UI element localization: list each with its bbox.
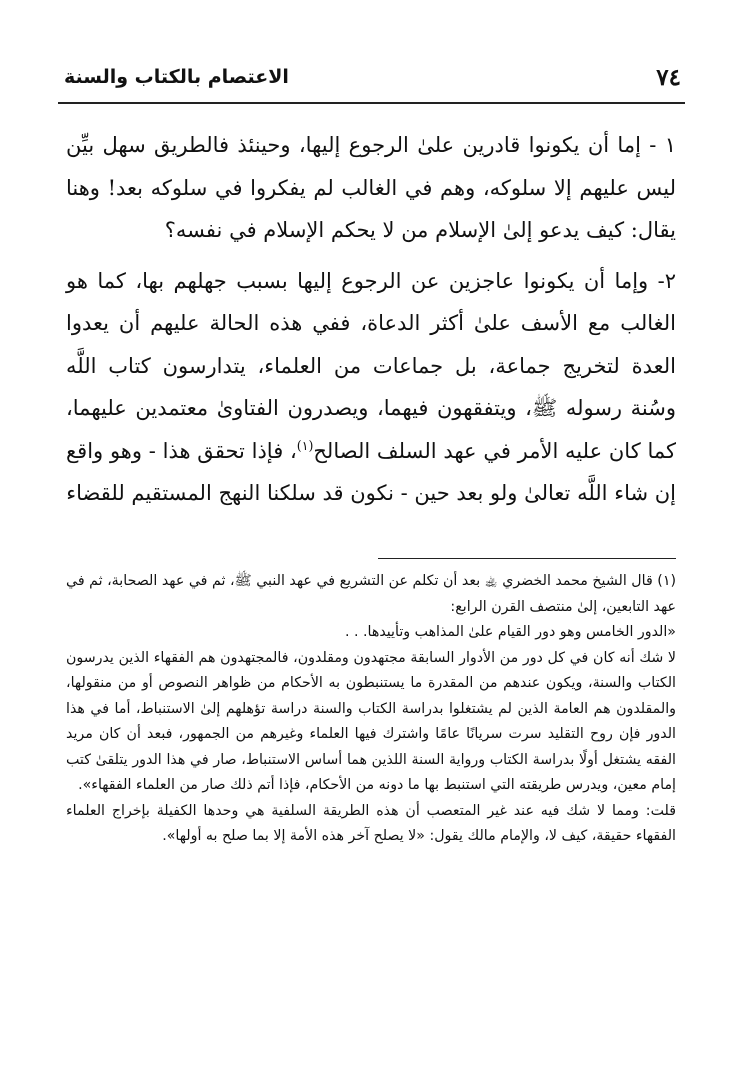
- paragraph-2-text: ٢- وإما أن يكونوا عاجزين عن الرجوع إليها بسبب جهلهم بها، كما هو الغالب مع الأسف علىٰ أكثر الدعاة، ففي هذه الحالة عليهم أن يعدوا العدة لتخريج جماعة، بل جماعات من العلماء، يتدارسون كتاب اللَّه وسُنة رسوله ﷺ، ويتفقهون فيهما، ويصدرون الفتاوىٰ معتمدين عليهما، كما كان عليه الأمر في عهد السلف الصالح: [66, 268, 676, 463]
- header-divider: [58, 102, 685, 104]
- paragraph-1: ١ - إما أن يكونوا قادرين علىٰ الرجوع إليها، وحينئذ فالطريق سهل بيِّن ليس عليهم إلا سلوكه، وهم في الغالب لم يفكروا في سلوكه بعد! وهنا يقال: كيف يدعو إلىٰ الإسلام من لا يحكم الإسلام في نفسه؟: [66, 133, 676, 242]
- footnotes: [66, 569, 676, 850]
- paragraph-2-continuation: ، فإذا تحقق هذا - وهو واقع إن شاء اللَّه تعالىٰ ولو بعد حين - نكون قد سلكنا النهج المستقيم للقضاء: [66, 438, 676, 505]
- footnote-1-comment: قلت: ومما لا شك فيه عند غير المتعصب أن هذه الطريقة السلفية هي وحدها الكفيلة بإخراج العلماء الفقهاء حقيقة، كيف لا، والإمام مالك يقول: «لا يصلح آخر هذه الأمة إلا بما صلح به أولها».: [66, 802, 676, 844]
- running-title: الاعتصام بالكتاب والسنة: [64, 66, 289, 88]
- footnote-1-quote-body: لا شك أنه كان في كل دور من الأدوار السابقة مجتهدون ومقلدون، فالمجتهدون هم الفقهاء الذين يدرسون الكتاب والسنة، ويكون عندهم من المقدرة ما يستنبطون به الأحكام من ظواهر النصوص أو من منقولها، والمقلدون هم العامة الذين لم يشتغلوا بدراسة الكتاب والسنة دراسة تؤهلهم إلىٰ الاستنباط، أما في هذا الدور فإن روح التقليد سرت سريانًا عامًا واشترك فيها العلماء وغيرهم من الجمهور، فبعد أن كان مريد الفقه يشتغل أولًا بدراسة الكتاب ورواية السنة اللذين هما أساس الاستنباط، صار في هذا الدور يتلقىٰ كتب إمام معين، ويدرس طريقته التي استنبط بها ما دونه من الأحكام، فإذا أتم ذلك صار من العلماء الفقهاء».: [66, 649, 676, 793]
- main-text: [66, 124, 676, 515]
- footnote-divider: [378, 558, 676, 559]
- paragraph-2: [66, 260, 676, 515]
- page-number: ٧٤: [656, 64, 681, 91]
- footnote-1-quote-head: «الدور الخامس وهو دور القيام علىٰ المذاهب وتأييدها. . .: [344, 624, 676, 640]
- page-header: [58, 62, 685, 98]
- footnote-ref-1: (١): [296, 437, 314, 453]
- footnote-1-intro: (١) قال الشيخ محمد الخضري ﵀ بعد أن تكلم عن التشريع في عهد النبي ﷺ، ثم في عهد الصحابة، ثم في عهد التابعين، إلىٰ منتصف القرن الرابع:: [66, 573, 676, 615]
